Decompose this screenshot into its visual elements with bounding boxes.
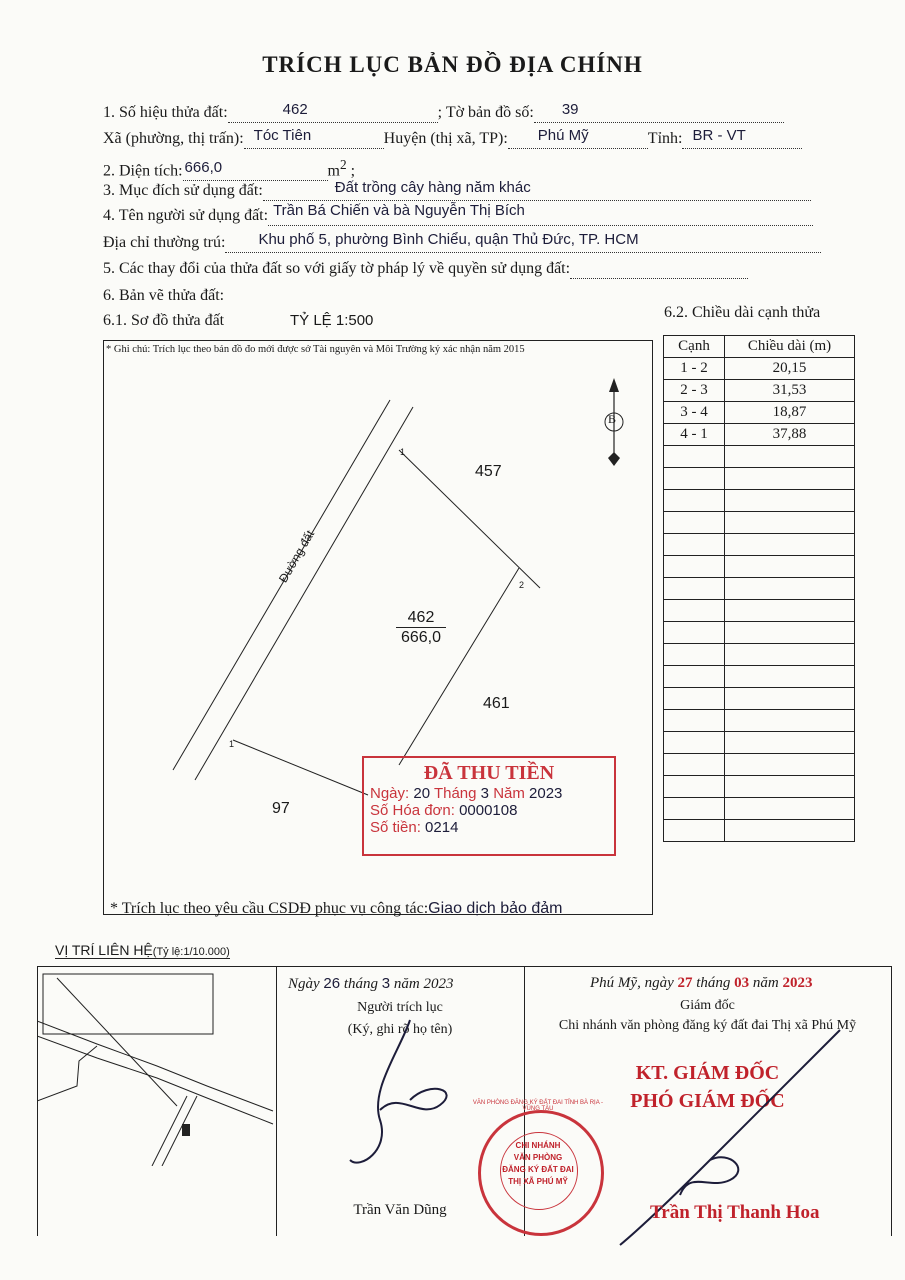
right-kt: KT. GIÁM ĐỐC [635, 1062, 780, 1084]
column-edge: Cạnh [664, 336, 725, 358]
left-name: Trần Văn Dũng [353, 1202, 447, 1218]
map-note: * Ghi chú: Trích lục theo bản đồ đo mới được sở Tài nguyên và Môi Trường ký xác nhận năm 2015 [106, 344, 525, 355]
area-line [103, 157, 355, 181]
stamp-month-label: Tháng [433, 785, 477, 802]
stamp-year: 2023 [529, 785, 563, 802]
table-row-empty [664, 578, 855, 600]
document-title: TRÍCH LỤC BẢN ĐỒ ĐỊA CHÍNH [262, 52, 643, 77]
edge-length-label: 6.2. Chiều dài cạnh thửa [664, 304, 821, 321]
table-row-empty [664, 600, 855, 622]
empty-cell [725, 776, 855, 798]
empty-cell [664, 710, 725, 732]
parcel-edge-1-2 [399, 450, 540, 588]
district-value: Phú Mỹ [537, 127, 589, 144]
seal-ring-text: VĂN PHÒNG ĐĂNG KÝ ĐẤT ĐAI TỈNH BÀ RỊA - VŨNG TÀU [472, 1100, 604, 1112]
empty-cell [664, 798, 725, 820]
parcel-number-value: 462 [282, 101, 308, 118]
table-row-empty [664, 446, 855, 468]
empty-cell [664, 534, 725, 556]
purpose-label: 3. Mục đích sử dụng đất: [103, 182, 263, 199]
vertex-2: 2 [519, 580, 525, 590]
stamp-month: 3 [480, 785, 490, 802]
location-map [37, 966, 277, 1166]
empty-cell [664, 776, 725, 798]
left-signature [340, 1010, 490, 1180]
empty-cell [664, 578, 725, 600]
edge-id: 2 - 3 [664, 380, 725, 402]
empty-cell [664, 666, 725, 688]
empty-cell [664, 754, 725, 776]
table-row-empty [664, 688, 855, 710]
stamp-title: ĐÃ THU TIỀN [423, 762, 555, 784]
north-arrow-head [609, 378, 619, 392]
right-date: Phú Mỹ, ngày 27 tháng 03 năm 2023 [590, 975, 813, 991]
neighbor-461: 461 [483, 695, 510, 712]
empty-cell [725, 798, 855, 820]
empty-cell [664, 600, 725, 622]
neighbor-457: 457 [475, 463, 502, 480]
empty-cell [664, 468, 725, 490]
sketch-label: 6.1. Sơ đồ thửa đất [103, 312, 225, 329]
location-heading [55, 942, 230, 959]
neighbor-97: 97 [272, 800, 290, 817]
empty-cell [725, 512, 855, 534]
table-row-empty [664, 468, 855, 490]
road-edge-left [173, 400, 390, 770]
left-role: Người trích lục [357, 1000, 443, 1015]
area-unit-sup: 2 [340, 157, 347, 172]
table-row [664, 380, 855, 402]
commune-value: Tóc Tiên [253, 127, 312, 144]
residence-label: Địa chỉ thường trú: [103, 234, 226, 251]
empty-cell [725, 578, 855, 600]
empty-cell [725, 732, 855, 754]
empty-cell [664, 622, 725, 644]
empty-cell [725, 490, 855, 512]
table-row [664, 424, 855, 446]
vertex-1-bottom: 1 [229, 739, 235, 749]
column-length: Chiều dài (m) [725, 336, 855, 358]
map-sheet-value: 39 [561, 101, 579, 118]
left-day: 26 [323, 975, 341, 992]
purpose-line [103, 179, 811, 201]
area-label: 2. Diện tích: [103, 162, 183, 180]
owner-value: Trần Bá Chiến và bà Nguyễn Thị Bích [273, 202, 525, 219]
empty-cell [725, 600, 855, 622]
edge-id: 1 - 2 [664, 358, 725, 380]
table-row [664, 358, 855, 380]
right-name: Trần Thị Thanh Hoa [650, 1202, 820, 1223]
left-date: Ngày 26 tháng 3 năm 2023 [288, 975, 454, 992]
table-row-empty [664, 820, 855, 842]
stamp-day-label: Ngày: [370, 785, 410, 802]
commune-label: Xã (phường, thị trấn): [103, 130, 244, 147]
table-row-empty [664, 556, 855, 578]
left-month: 3 [381, 975, 391, 992]
drawing-label: 6. Bản vẽ thửa đất: [103, 287, 225, 304]
edge-length: 20,15 [725, 358, 855, 380]
road-edge-right [195, 407, 413, 780]
edge-length: 31,53 [725, 380, 855, 402]
empty-cell [664, 820, 725, 842]
empty-cell [725, 644, 855, 666]
residence-value: Khu phố 5, phường Bình Chiểu, quận Thủ Đức, TP. HCM [258, 231, 639, 248]
changes-label: 5. Các thay đổi của thửa đất so với giấy tờ pháp lý về quyền sử dụng đất: [103, 260, 571, 277]
purpose-value: Đất trồng cây hàng năm khác [334, 179, 531, 196]
right-day: 27 [677, 975, 693, 991]
table-row-empty [664, 512, 855, 534]
table-header [664, 336, 855, 358]
area-end: ; [350, 162, 356, 180]
empty-cell [664, 446, 725, 468]
empty-cell [725, 820, 855, 842]
owner-label: 4. Tên người sử dụng đất: [103, 207, 269, 224]
right-year: 2023 [782, 975, 813, 991]
location-label: VỊ TRÍ LIÊN HỆ [55, 942, 153, 958]
table-row-empty [664, 666, 855, 688]
area-unit: m [327, 162, 340, 180]
empty-cell [725, 468, 855, 490]
stamp-amount-label: Số tiền: [370, 819, 421, 836]
empty-cell [725, 446, 855, 468]
parcel-marker [182, 1124, 190, 1136]
table-row-empty [664, 776, 855, 798]
empty-cell [664, 732, 725, 754]
road-label: Đường đất [276, 527, 318, 585]
empty-cell [725, 688, 855, 710]
stamp-day: 20 [413, 785, 431, 802]
map-sheet-label: ; Tờ bản đồ số: [437, 104, 534, 121]
empty-cell [725, 622, 855, 644]
address-line [103, 127, 802, 149]
edge-id: 3 - 4 [664, 402, 725, 424]
table-row-empty [664, 644, 855, 666]
left-year: 2023 [423, 976, 454, 992]
table-row-empty [664, 490, 855, 512]
edge-length-table [663, 335, 855, 842]
edge-id: 4 - 1 [664, 424, 725, 446]
empty-cell [725, 666, 855, 688]
divider [891, 966, 892, 1236]
stamp-amount: 0214 [425, 819, 459, 836]
right-month: 03 [734, 975, 750, 991]
location-scale: (Tỷ lệ:1/10.000) [152, 946, 230, 958]
stamp-year-label: Năm [493, 785, 525, 802]
request-label: * Trích lục theo yêu cầu CSDĐ phục vụ công tác: [110, 900, 429, 917]
parcel-number-label: 1. Số hiệu thửa đất: [103, 104, 228, 121]
empty-cell [725, 556, 855, 578]
right-deputy: PHÓ GIÁM ĐỐC [630, 1090, 785, 1112]
owner-line [103, 202, 813, 226]
district-label: Huyện (thị xã, TP): [383, 130, 508, 147]
scale-label: TỶ LỆ 1:500 [290, 312, 374, 329]
table-row-empty [664, 534, 855, 556]
request-line [110, 900, 562, 918]
parcel-line [103, 101, 784, 123]
area-value: 666,0 [184, 159, 223, 177]
table-row-empty [664, 622, 855, 644]
stamp-invoice: 0000108 [459, 802, 518, 819]
north-arrow-tail [608, 452, 620, 466]
parcel-edge-2-3 [399, 568, 519, 765]
edge-table-body [664, 358, 855, 842]
request-value: Giao dịch bảo đảm [428, 900, 563, 917]
table-row-empty [664, 710, 855, 732]
table-row-empty [664, 754, 855, 776]
table-row-empty [664, 798, 855, 820]
payment-stamp [362, 756, 616, 856]
parcel-edge-4 [233, 740, 368, 795]
vertex-1-top: 1 [400, 447, 406, 457]
parcel-number: 462 [396, 609, 446, 628]
empty-cell [664, 512, 725, 534]
right-role: Giám đốc [680, 998, 735, 1013]
seal-center: CHI NHÁNH VĂN PHÒNG ĐĂNG KÝ ĐẤT ĐAI THỊ XÃ PHÚ MỸ [502, 1141, 574, 1186]
table-row [664, 402, 855, 424]
stamp-invoice-label: Số Hóa đơn: [370, 802, 455, 819]
empty-cell [664, 688, 725, 710]
province-value: BR - VT [692, 127, 746, 144]
parcel-area: 666,0 [400, 629, 442, 646]
table-row-empty [664, 732, 855, 754]
empty-cell [725, 754, 855, 776]
edge-length: 18,87 [725, 402, 855, 424]
changes-line [103, 260, 748, 279]
empty-cell [664, 490, 725, 512]
province-label: Tỉnh: [647, 130, 683, 147]
north-letter: B [608, 412, 617, 426]
residence-line [103, 231, 821, 253]
right-org: Chi nhánh văn phòng đăng ký đất đai Thị xã Phú Mỹ [558, 1018, 857, 1033]
edge-length: 37,88 [725, 424, 855, 446]
left-note: (Ký, ghi rõ họ tên) [347, 1022, 453, 1037]
empty-cell [664, 644, 725, 666]
empty-cell [664, 556, 725, 578]
empty-cell [725, 710, 855, 732]
empty-cell [725, 534, 855, 556]
